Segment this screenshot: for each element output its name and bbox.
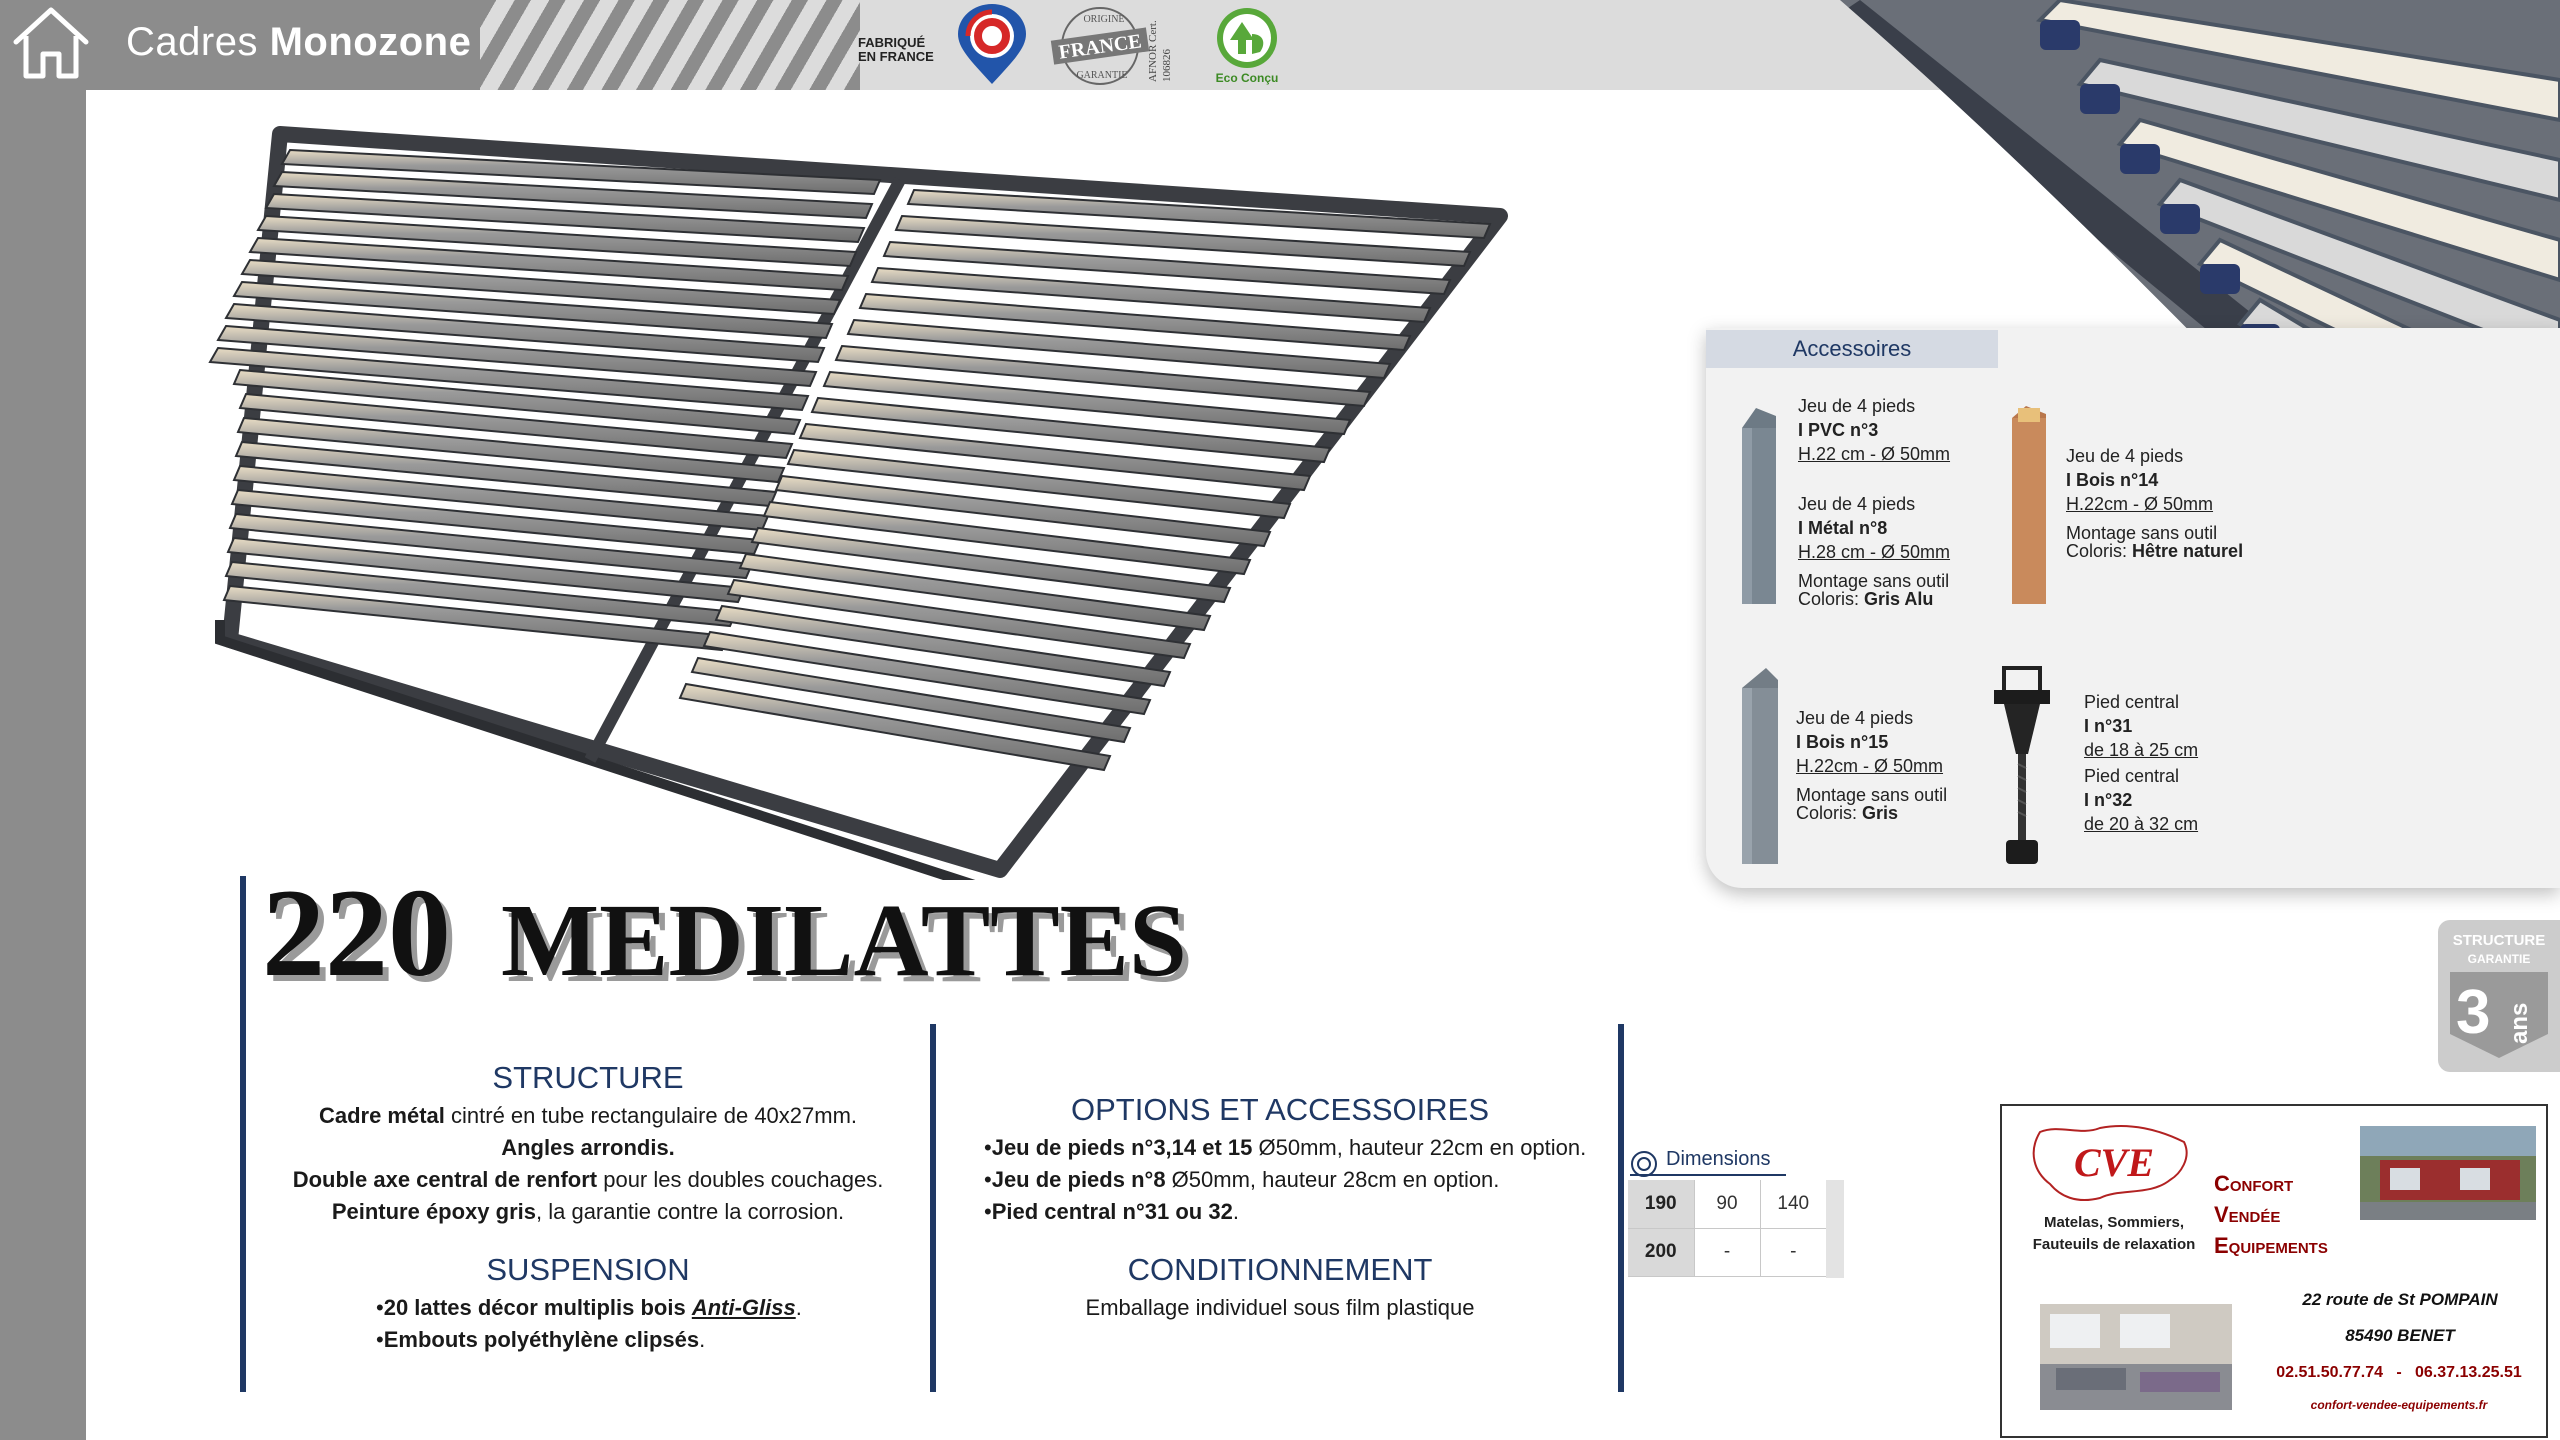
showroom-photo: [2040, 1304, 2232, 1410]
table-cell: 190: [1628, 1180, 1694, 1228]
divider-left: [240, 876, 246, 1392]
guarantee-unit: ans: [2506, 1002, 2533, 1044]
header-stripes: [480, 0, 860, 90]
dealer-address: 22 route de St POMPAIN 85490 BENET: [2302, 1290, 2498, 1345]
home-icon[interactable]: [10, 4, 92, 82]
cve-logo: [2020, 1118, 2200, 1208]
list-item: • Embouts polyéthylène clipsés.: [376, 1324, 802, 1356]
dimensions-label: Dimensions: [1666, 1148, 1771, 1170]
accessories-title: Accessoires: [1792, 336, 1912, 361]
packaging-heading: CONDITIONNEMENT: [1127, 1252, 1433, 1287]
svg-text:CVE: CVE: [2073, 1140, 2155, 1185]
dimensions-icon: [1624, 1138, 1664, 1178]
central-foot-image: [1990, 664, 2054, 870]
slatted-bed-frame-image: [200, 120, 1520, 880]
accessory-pvc-3: Jeu de 4 pieds I PVC n°3 H.22 cm - Ø 50mm: [1798, 396, 1951, 464]
table-cell: 200: [1628, 1228, 1694, 1276]
table-row: [1628, 1180, 1826, 1228]
svg-text:FRANCE: FRANCE: [1057, 30, 1143, 64]
dimensions-table: [1628, 1180, 1826, 1277]
accessory-central-32: Pied central I n°32 de 20 à 32 cm: [2084, 766, 2199, 834]
beech-leg-image: [2006, 404, 2056, 608]
shop-photo: [2360, 1126, 2536, 1220]
grey-wood-leg-image: [1736, 664, 1786, 868]
svg-text:Eco Conçu: Eco Conçu: [1215, 71, 1279, 85]
france-pin-icon: [950, 4, 1034, 88]
dealer-name: Confort Vendée Equipements: [2214, 1171, 2328, 1258]
svg-text:AFNOR Cert.: AFNOR Cert.: [1147, 20, 1159, 82]
guarantee-years: 3: [2456, 978, 2491, 1047]
product-name: 220 MEDILATTES: [262, 864, 1187, 1003]
options-heading: OPTIONS ET ACCESSOIRES: [1070, 1092, 1490, 1127]
table-cell: -: [1694, 1228, 1760, 1276]
guarantee-label-garantie: GARANTIE: [2467, 952, 2531, 966]
accessory-bois-15: Jeu de 4 pieds I Bois n°15 H.22cm - Ø 50mm Montage sans outil Coloris: Gris: [1796, 708, 1948, 823]
structure-text: Cadre métal cintré en tube rectangulaire de 40x27mm. Angles arrondis. Double axe central de renfort pour les doubles couchages. Peinture époxy gris, la garantie contre la corrosion.: [292, 1103, 884, 1224]
svg-text:GARANTIE: GARANTIE: [1076, 70, 1128, 81]
dimensions-side-bar: [1826, 1180, 1844, 1278]
accessory-metal-8: Jeu de 4 pieds I Métal n°8 H.28 cm - Ø 50mm Montage sans outil Coloris: Gris Alu: [1798, 494, 1951, 609]
svg-text:ORIGINE: ORIGINE: [1083, 14, 1125, 25]
svg-text:106826: 106826: [1161, 49, 1173, 82]
pvc-metal-leg-image: [1734, 404, 1784, 608]
suspension-heading: SUSPENSION: [486, 1252, 690, 1287]
table-cell: -: [1760, 1228, 1826, 1276]
divider-right: [1618, 1024, 1624, 1392]
guarantee-label-structure: STRUCTURE: [2452, 932, 2546, 949]
packaging-text: Emballage individuel sous film plastique: [1085, 1295, 1475, 1320]
dealer-website[interactable]: confort-vendee-equipements.fr: [2310, 1398, 2488, 1412]
dimensions-underline: [1630, 1174, 1786, 1176]
left-side-bar: [0, 90, 86, 1440]
divider-middle: [930, 1024, 936, 1392]
structure-heading: STRUCTURE: [492, 1060, 684, 1095]
table-cell: 140: [1760, 1180, 1826, 1228]
accessory-bois-14: Jeu de 4 pieds I Bois n°14 H.22cm - Ø 50mm Montage sans outil Coloris: Hêtre naturel: [2066, 446, 2244, 561]
page-title: Cadres Monozone: [126, 20, 472, 64]
list-item: • 20 lattes décor multiplis bois Anti-Gliss.: [376, 1292, 802, 1324]
table-row: [1628, 1228, 1826, 1276]
options-list: [984, 1132, 1586, 1228]
fabrique-en-france-label: FABRIQUÉ EN FRANCE: [858, 35, 934, 64]
list-item: • Jeu de pieds n°3,14 et 15 Ø50mm, hauteur 22cm en option.: [984, 1132, 1586, 1164]
table-cell: 90: [1694, 1180, 1760, 1228]
accessory-central-31: Pied central I n°31 de 18 à 25 cm: [2084, 692, 2199, 760]
eco-concu-icon: [1208, 4, 1286, 86]
dealer-phone[interactable]: 02.51.50.77.74 - 06.37.13.25.51: [2276, 1364, 2522, 1381]
list-item: • Pied central n°31 ou 32.: [984, 1196, 1586, 1228]
list-item: • Jeu de pieds n°8 Ø50mm, hauteur 28cm en option.: [984, 1164, 1586, 1196]
origine-france-seal-icon: [1044, 4, 1184, 88]
suspension-list: [376, 1292, 802, 1356]
dealer-tagline: Matelas, Sommiers, Fauteuils de relaxation: [2032, 1214, 2196, 1253]
